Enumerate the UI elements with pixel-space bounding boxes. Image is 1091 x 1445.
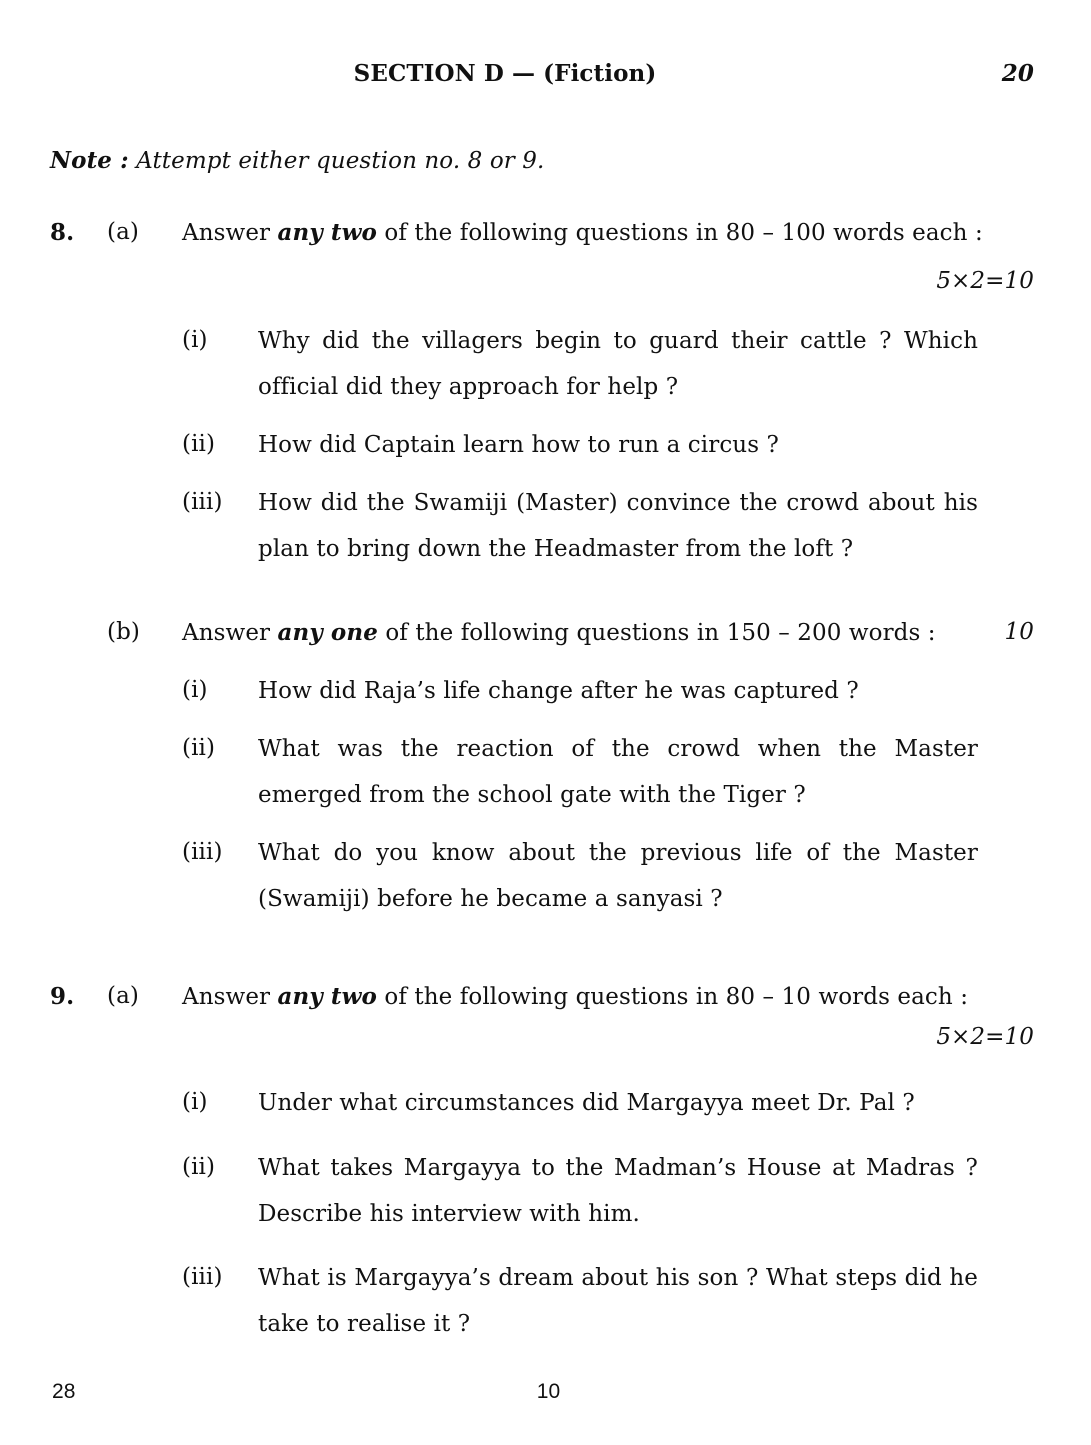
instr-emphasis: any one	[277, 619, 378, 646]
q8-part-b-label: (b)	[107, 619, 140, 645]
instr-post: of the following questions in 150 – 200 words :	[377, 620, 936, 646]
instr-pre: Answer	[182, 220, 278, 246]
q8a-item-text: How did Captain learn how to run a circus ?	[258, 432, 779, 458]
section-title: SECTION D — (Fiction)	[353, 60, 657, 87]
instr-emphasis: any two	[277, 219, 377, 246]
q9a-item-text: What is Margayya’s dream about his son ? What steps did he take to realise it ?	[258, 1265, 978, 1337]
q8b-item-text: How did Raja’s life change after he was captured ?	[258, 678, 859, 704]
instr-pre: Answer	[182, 984, 278, 1010]
instr-post: of the following questions in 80 – 10 words each :	[377, 984, 969, 1010]
paper-code: 28	[52, 1380, 76, 1403]
q9a-item-text: What takes Margayya to the Madman’s House at Madras ? Describe his interview with him.	[258, 1155, 978, 1227]
instr-emphasis: any two	[277, 983, 377, 1010]
q8a-item-num: (ii)	[182, 431, 216, 457]
question-number-9: 9.	[50, 983, 75, 1010]
note-text: Attempt either question no. 8 or 9.	[128, 148, 545, 174]
q8a-item-num: (i)	[182, 327, 208, 353]
instr-post: of the following questions in 80 – 100 words each :	[377, 220, 983, 246]
q9a-item-num: (iii)	[182, 1264, 223, 1290]
q8b-item-num: (ii)	[182, 735, 216, 761]
question-number-8: 8.	[50, 219, 75, 246]
q9-part-a-instruction	[182, 983, 968, 1010]
q8-part-a-marks: 5×2=10	[936, 268, 1034, 294]
section-marks: 20	[1001, 60, 1034, 87]
instr-pre: Answer	[182, 620, 278, 646]
q8b-item-num: (i)	[182, 677, 208, 703]
q9a-item-num: (ii)	[182, 1154, 216, 1180]
q8-part-b-marks: 10	[1004, 619, 1034, 645]
q9a-item-text: Under what circumstances did Margayya meet Dr. Pal ?	[258, 1090, 915, 1116]
q9-part-a-marks: 5×2=10	[936, 1024, 1034, 1050]
q9-part-a-label: (a)	[107, 983, 139, 1009]
q8a-item-num: (iii)	[182, 489, 223, 515]
q9a-item-num: (i)	[182, 1089, 208, 1115]
q8b-item-text: What do you know about the previous life of the Master (Swamiji) before he became a sanyasi ?	[258, 840, 978, 912]
q8a-item-text: Why did the villagers begin to guard their cattle ? Which official did they approach for help ?	[258, 328, 978, 400]
page-number: 10	[536, 1380, 561, 1403]
q8-part-a-instruction	[182, 219, 983, 246]
q8b-item-text: What was the reaction of the crowd when the Master emerged from the school gate with the Tiger ?	[258, 736, 978, 808]
q8b-item-num: (iii)	[182, 839, 223, 865]
note-label: Note :	[50, 147, 129, 174]
note	[50, 147, 544, 174]
q8a-item-text: How did the Swamiji (Master) convince the crowd about his plan to bring down the Headmaster from the loft ?	[258, 490, 978, 562]
q8-part-b-instruction	[182, 619, 936, 646]
q8-part-a-label: (a)	[107, 219, 139, 245]
